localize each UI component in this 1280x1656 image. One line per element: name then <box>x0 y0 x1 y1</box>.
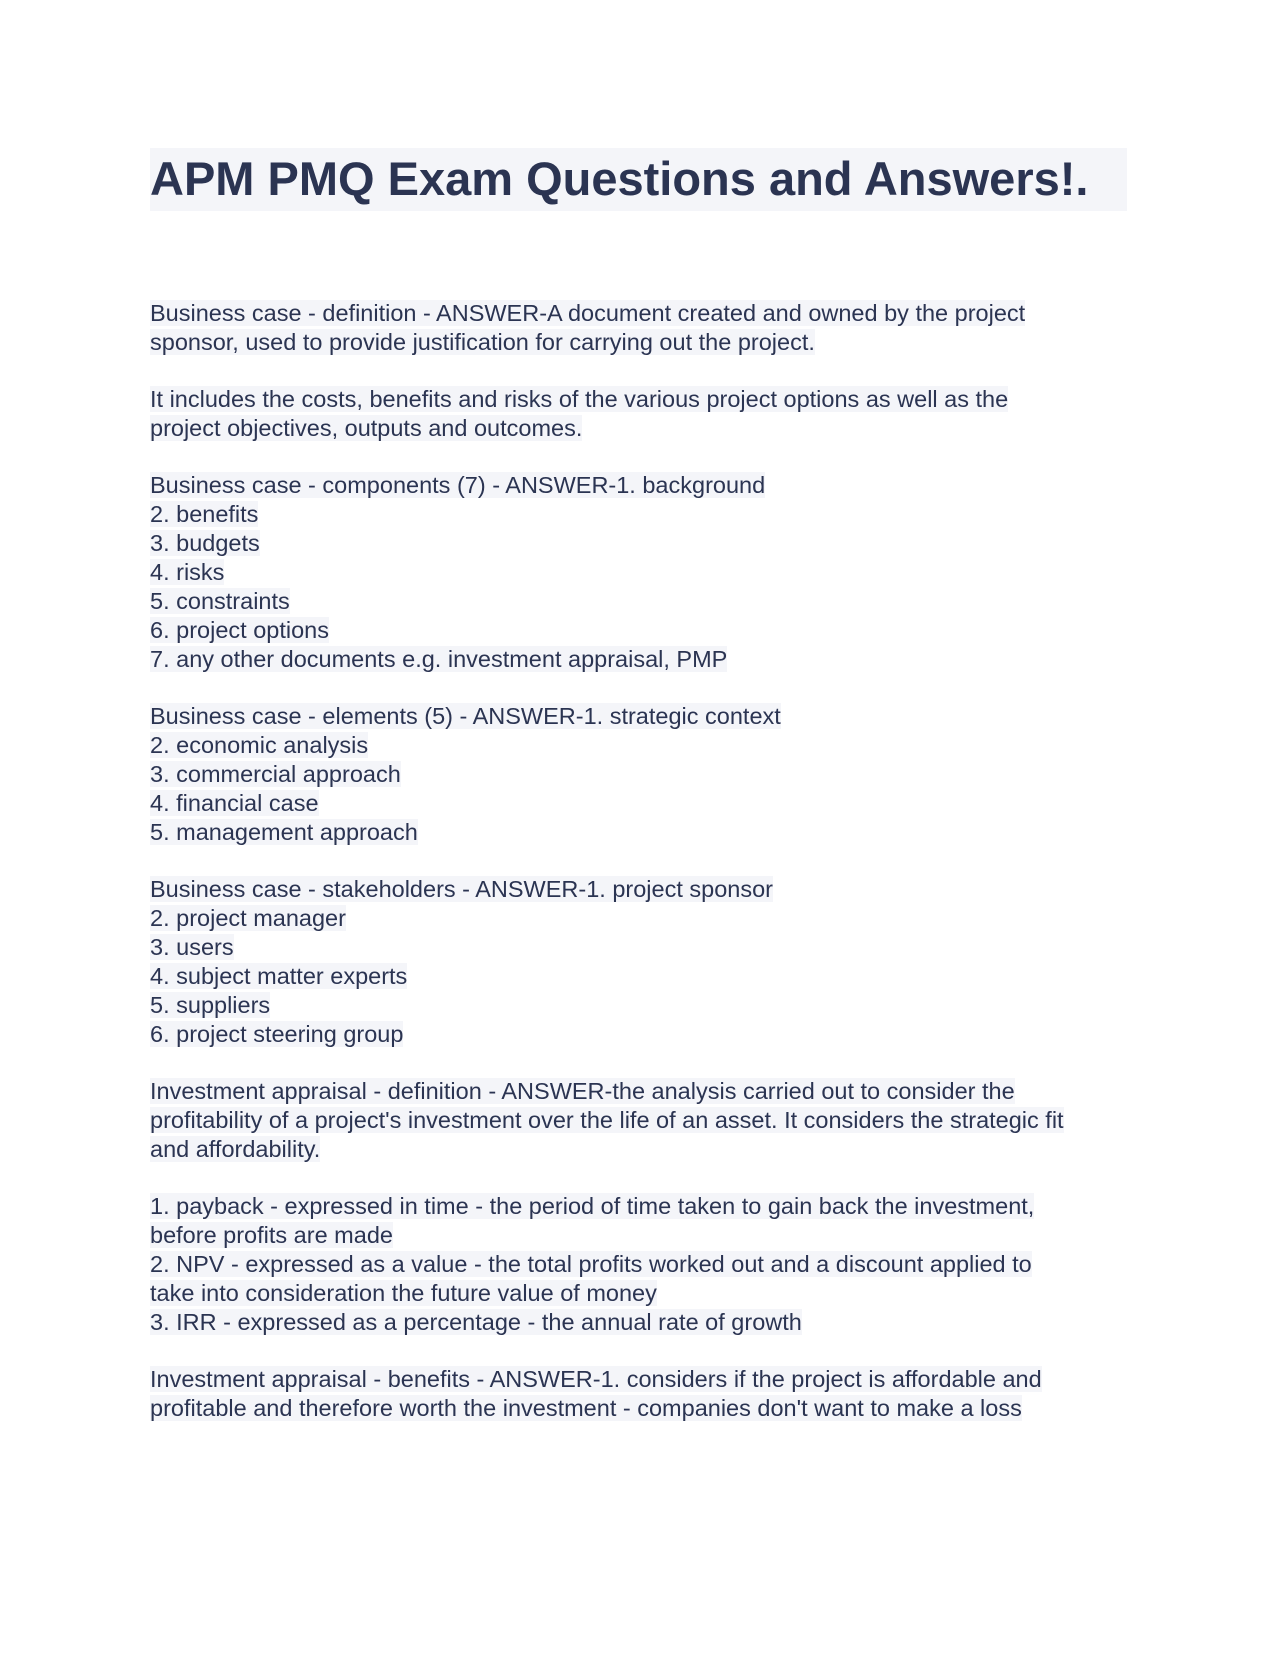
text-line <box>150 299 1127 328</box>
text-line-content: 5. management approach <box>150 819 418 845</box>
text-line-content: 2. economic analysis <box>150 732 369 758</box>
text-line-content: 4. risks <box>150 559 225 585</box>
text-line <box>150 616 1127 645</box>
text-line <box>150 1365 1127 1394</box>
text-line <box>150 385 1127 414</box>
text-line <box>150 529 1127 558</box>
text-line <box>150 875 1127 904</box>
text-line-content: Investment appraisal - benefits - ANSWER-1. considers if the project is affordable and <box>150 1366 1042 1392</box>
document-body <box>150 299 1127 1423</box>
text-line-content: and affordability. <box>150 1136 321 1162</box>
text-line <box>150 1077 1127 1106</box>
text-line-content: 5. suppliers <box>150 992 271 1018</box>
text-line-content: project objectives, outputs and outcomes. <box>150 415 583 441</box>
text-line-content: 2. benefits <box>150 501 259 527</box>
text-line <box>150 328 1127 357</box>
text-line-content: Investment appraisal - definition - ANSWER-the analysis carried out to consider the <box>150 1078 1015 1104</box>
qa-paragraph <box>150 1365 1127 1423</box>
text-line-content: before profits are made <box>150 1222 393 1248</box>
text-line <box>150 789 1127 818</box>
text-line-content: Business case - stakeholders - ANSWER-1. project sponsor <box>150 876 774 902</box>
text-line <box>150 731 1127 760</box>
text-line <box>150 1279 1127 1308</box>
text-line <box>150 1250 1127 1279</box>
text-line-content: 5. constraints <box>150 588 290 614</box>
text-line-content: sponsor, used to provide justification for carrying out the project. <box>150 329 815 355</box>
text-line <box>150 962 1127 991</box>
text-line <box>150 471 1127 500</box>
text-line <box>150 414 1127 443</box>
text-line-content: Business case - components (7) - ANSWER-1. background <box>150 472 766 498</box>
text-line-content: 3. commercial approach <box>150 761 401 787</box>
text-line-content: 3. budgets <box>150 530 260 556</box>
text-line-content: 4. financial case <box>150 790 319 816</box>
text-line-content: It includes the costs, benefits and risks of the various project options as well as the <box>150 386 1009 412</box>
text-line <box>150 1308 1127 1337</box>
text-line-content: 6. project steering group <box>150 1021 404 1047</box>
document-title: APM PMQ Exam Questions and Answers!. <box>150 152 1089 205</box>
qa-paragraph <box>150 702 1127 847</box>
text-line <box>150 500 1127 529</box>
text-line-content: 7. any other documents e.g. investment appraisal, PMP <box>150 646 728 672</box>
text-line <box>150 933 1127 962</box>
text-line <box>150 1221 1127 1250</box>
text-line <box>150 760 1127 789</box>
qa-paragraph <box>150 471 1127 674</box>
text-line <box>150 645 1127 674</box>
text-line <box>150 991 1127 1020</box>
qa-paragraph <box>150 385 1127 443</box>
text-line <box>150 1192 1127 1221</box>
document-page <box>150 148 1127 1451</box>
text-line <box>150 1106 1127 1135</box>
title-block <box>150 148 1127 211</box>
text-line-content: take into consideration the future value of money <box>150 1280 657 1306</box>
qa-paragraph <box>150 299 1127 357</box>
text-line <box>150 702 1127 731</box>
text-line-content: Business case - definition - ANSWER-A document created and owned by the project <box>150 300 1026 326</box>
qa-paragraph <box>150 875 1127 1049</box>
text-line-content: 4. subject matter experts <box>150 963 408 989</box>
qa-paragraph <box>150 1192 1127 1337</box>
text-line-content: 3. IRR - expressed as a percentage - the annual rate of growth <box>150 1309 802 1335</box>
text-line-content: 1. payback - expressed in time - the period of time taken to gain back the investment, <box>150 1193 1035 1219</box>
text-line-content: 2. NPV - expressed as a value - the total profits worked out and a discount applied to <box>150 1251 1032 1277</box>
text-line-content: profitable and therefore worth the investment - companies don't want to make a loss <box>150 1395 1022 1421</box>
qa-paragraph <box>150 1077 1127 1164</box>
text-line-content: 3. users <box>150 934 234 960</box>
text-line <box>150 558 1127 587</box>
text-line-content: 6. project options <box>150 617 329 643</box>
text-line <box>150 1135 1127 1164</box>
text-line <box>150 1394 1127 1423</box>
text-line-content: Business case - elements (5) - ANSWER-1. strategic context <box>150 703 781 729</box>
text-line <box>150 904 1127 933</box>
text-line <box>150 1020 1127 1049</box>
text-line-content: 2. project manager <box>150 905 346 931</box>
text-line <box>150 818 1127 847</box>
text-line-content: profitability of a project's investment over the life of an asset. It considers the strategic fit <box>150 1107 1064 1133</box>
text-line <box>150 587 1127 616</box>
